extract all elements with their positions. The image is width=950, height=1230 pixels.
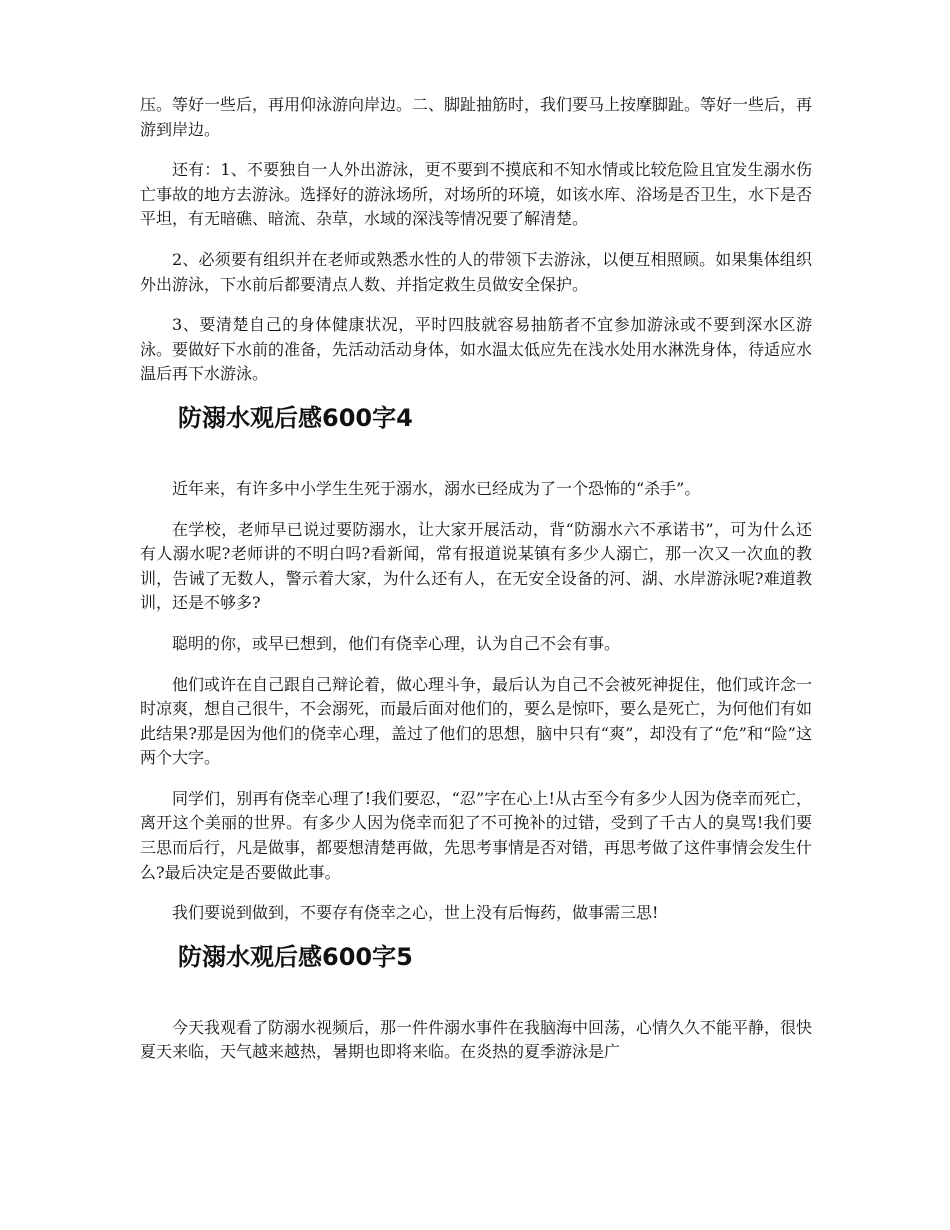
paragraph: 在学校，老师早已说过要防溺水，让大家开展活动，背“防溺水六不承诺书”，可为什么还有人溺水呢?老师讲的不明白吗?看新闻，常有报道说某镇有多少人溺亡，那一次又一次血的教训，告诫了无数人，警示着大家，为什么还有人，在无安全设备的河、湖、水岸游泳呢?难道教训，还是不够多? — [140, 519, 812, 613]
paragraph: 今天我观看了防溺水视频后，那一件件溺水事件在我脑海中回荡，心情久久不能平静，很快夏天来临，天气越来越热，暑期也即将来临。在炎热的夏季游泳是广 — [140, 1017, 813, 1062]
section-heading: 防溺水观后感600字4 — [178, 403, 413, 432]
paragraph: 压。等好一些后，再用仰泳游向岸边。二、脚趾抽筋时，我们要马上按摩脚趾。等好一些后，再游到岸边。 — [140, 95, 813, 139]
document-page — [140, 93, 812, 1081]
paragraph: 聪明的你，或早已想到，他们有侥幸心理，认为自己不会有事。 — [172, 633, 621, 653]
paragraph: 同学们，别再有侥幸心理了!我们要忍，“忍”字在心上!从古至今有多少人因为侥幸而死亡，离开这个美丽的世界。有多少人因为侥幸而犯了不可挽补的过错，受到了千古人的臭骂!我们要三思而后行，凡是做事，都要想清楚再做，先思考事情是否对错，再思考做了这件事情会发生什么?最后决定是否要做此事。 — [140, 788, 813, 882]
paragraph: 我们要说到做到，不要存有侥幸之心，世上没有后悔药，做事需三思! — [172, 903, 659, 923]
section-heading: 防溺水观后感600字5 — [178, 942, 413, 971]
paragraph: 近年来，有许多中小学生生死于溺水，溺水已经成为了一个恐怖的“杀手”。 — [172, 478, 701, 498]
paragraph: 他们或许在自己跟自己辩论着，做心理斗争，最后认为自己不会被死神捉住，他们或许念一时凉爽，想自己很牛，不会溺死，而最后面对他们的，要么是惊吓，要么是死亡，为何他们有如此结果?那是因为他们的侥幸心理，盖过了他们的思想，脑中只有“爽”，却没有了“危”和“险”这两个大字。 — [140, 674, 813, 768]
paragraph: 还有：1、不要独自一人外出游泳，更不要到不摸底和不知水情或比较危险且宜发生溺水伤亡事故的地方去游泳。选择好的游泳场所，对场所的环境，如该水库、浴场是否卫生，水下是否平坦，有无暗礁、暗流、杂草，水域的深浅等情况要了解清楚。 — [140, 160, 813, 229]
paragraph: 3、要清楚自己的身体健康状况，平时四肢就容易抽筋者不宜参加游泳或不要到深水区游泳。要做好下水前的准备，先活动活动身体，如水温太低应先在浅水处用水淋洗身体，待适应水温后再下水游泳。 — [140, 315, 813, 384]
paragraph: 2、必须要有组织并在老师或熟悉水性的人的带领下去游泳，以便互相照顾。如果集体组织外出游泳，下水前后都要清点人数、并指定救生员做安全保护。 — [140, 249, 812, 294]
